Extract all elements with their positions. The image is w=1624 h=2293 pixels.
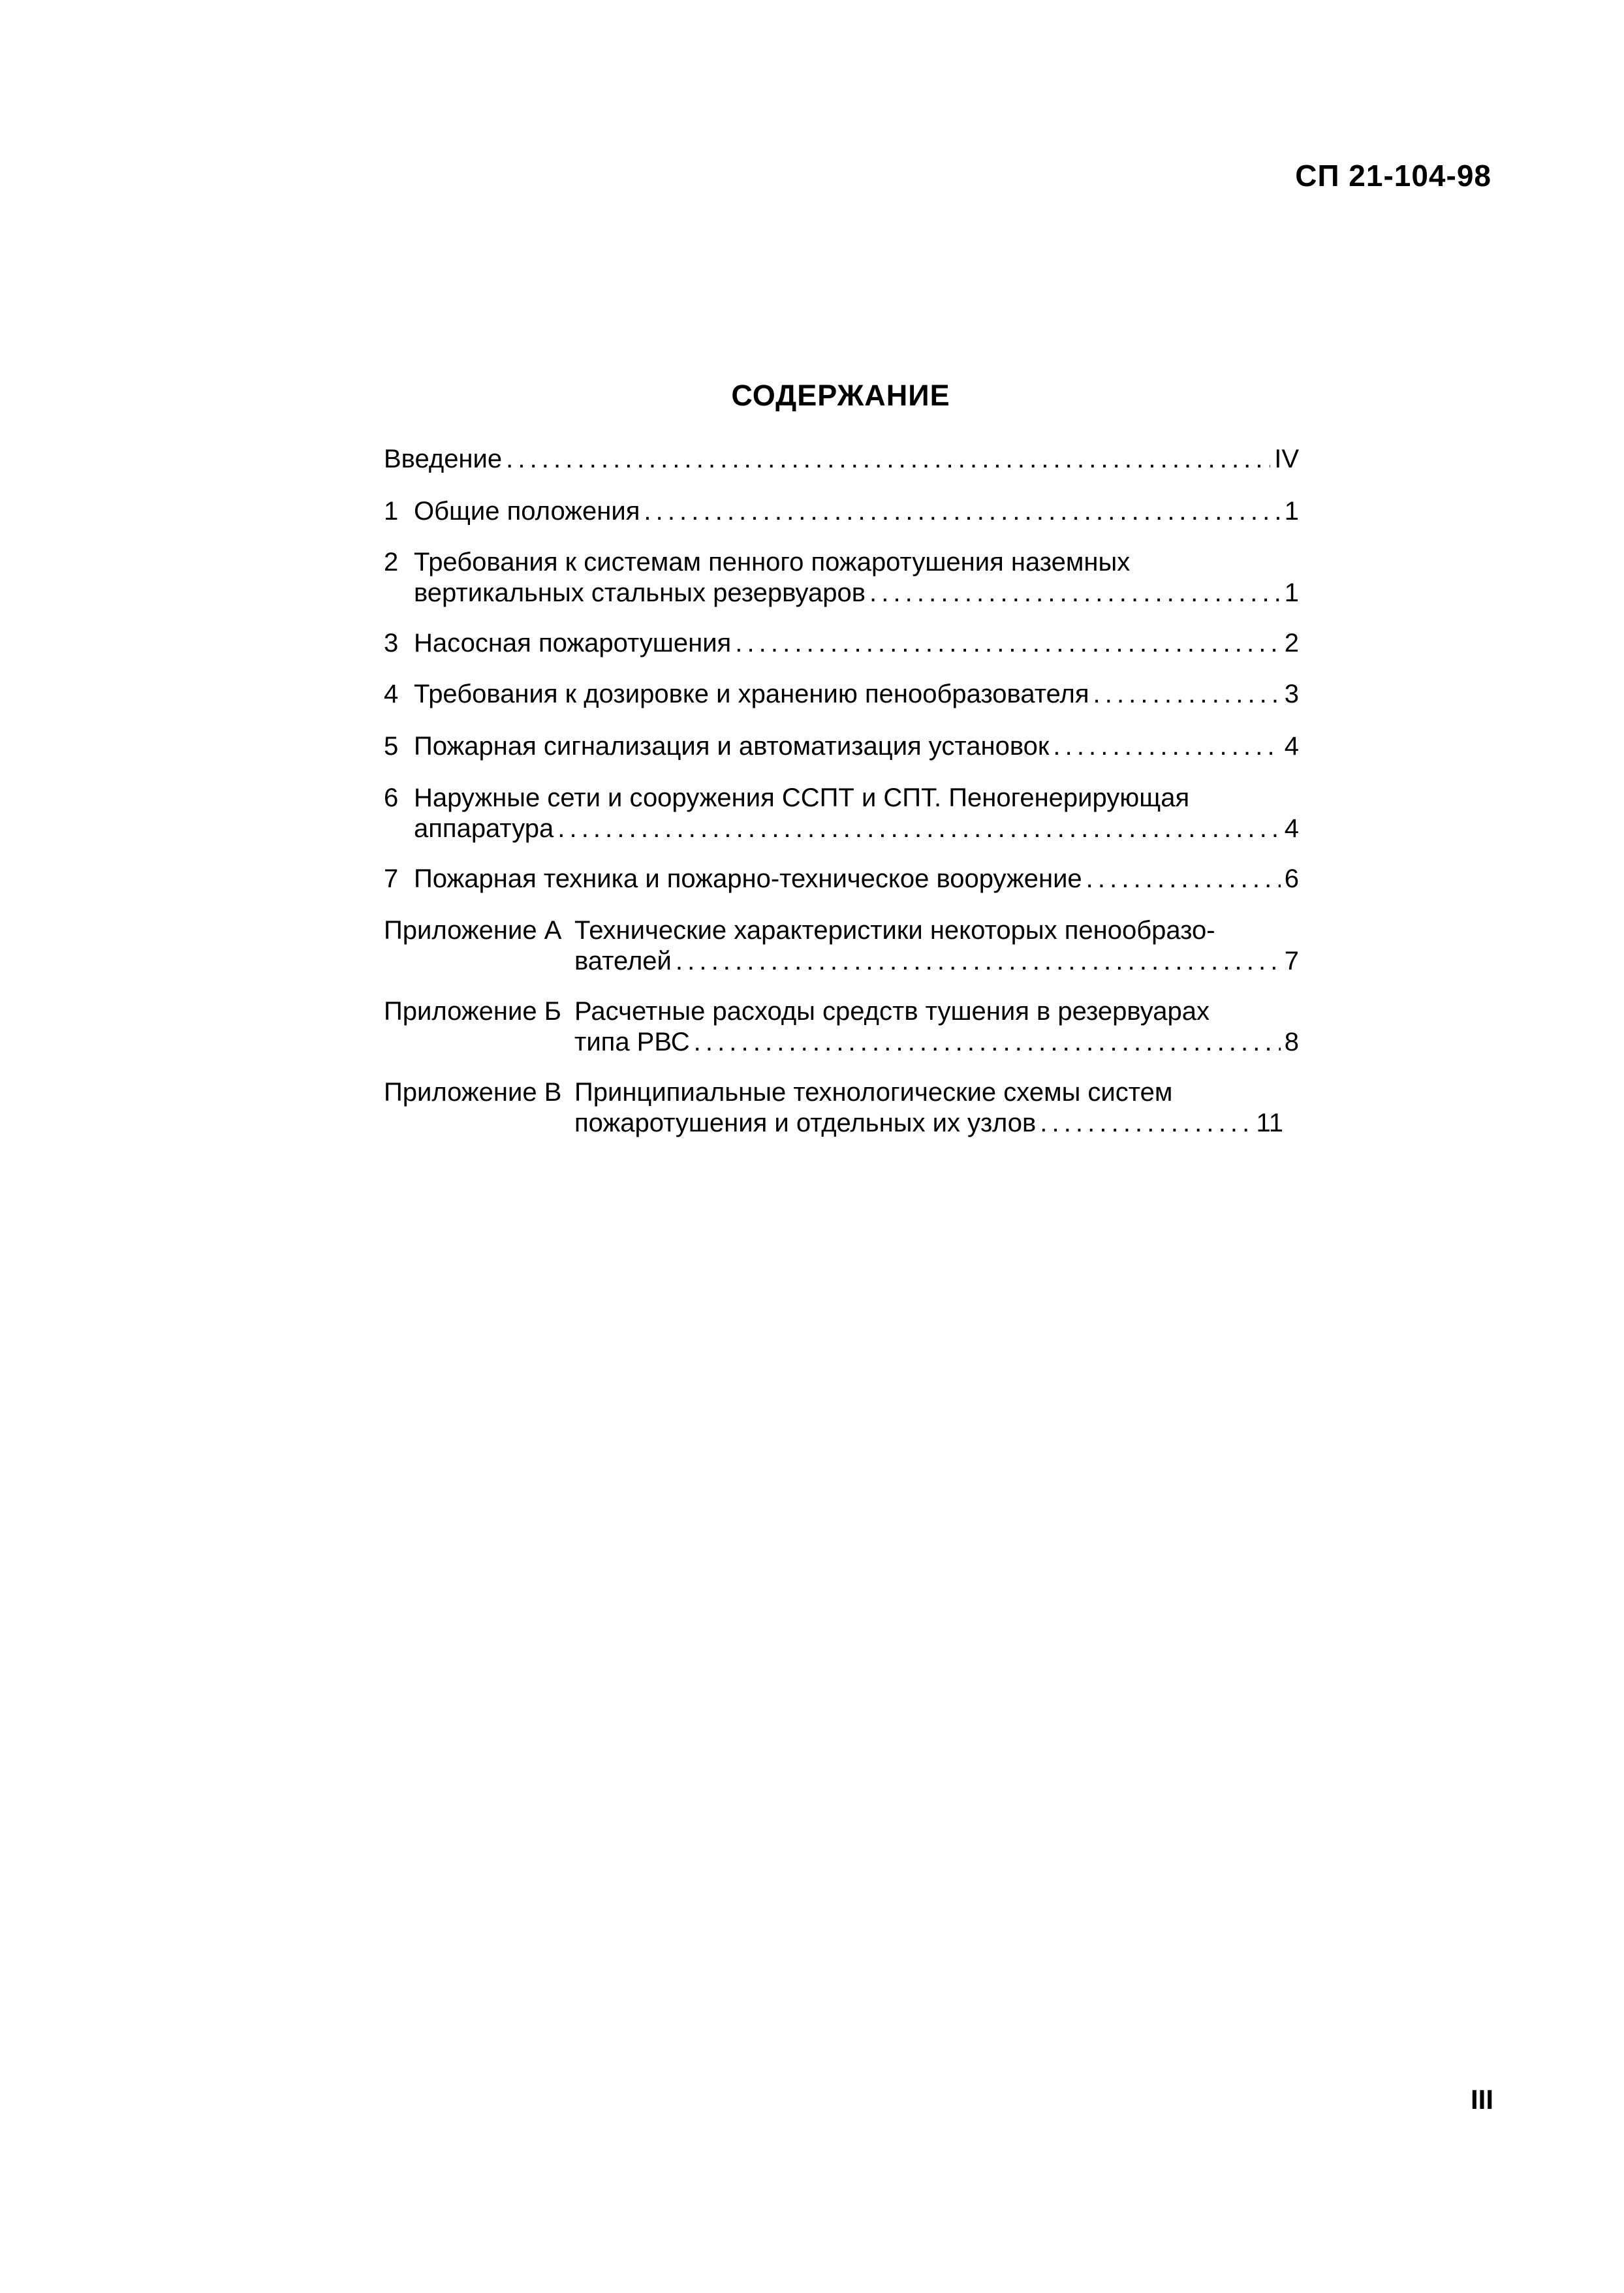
toc-entry-title-line1: Расчетные расходы средств тушения в резервуарах <box>574 997 1210 1026</box>
table-of-contents <box>384 444 1299 1137</box>
toc-entry-number: 6 <box>384 783 399 812</box>
dot-leader <box>506 444 1270 475</box>
page-number: III <box>1470 2084 1493 2115</box>
dot-leader <box>1053 731 1280 762</box>
dot-leader <box>735 628 1281 659</box>
toc-entry-title-line2: вертикальных стальных резервуаров <box>414 578 866 607</box>
dot-leader <box>1093 679 1281 710</box>
toc-entry-page: 4 <box>1284 732 1299 761</box>
dot-leader <box>676 946 1281 977</box>
toc-entry-page: 6 <box>1284 864 1299 893</box>
toc-entry-section-2[interactable] <box>384 547 1299 609</box>
toc-entry-title: Требования к дозировке и хранению пенообразователя <box>414 680 1089 708</box>
toc-entry-title-line2: пожаротушения и отдельных их узлов <box>574 1109 1037 1137</box>
toc-entry-introduction[interactable] <box>384 444 1299 475</box>
toc-entry-number: 5 <box>384 732 399 761</box>
toc-entry-number: 1 <box>384 497 399 526</box>
toc-entry-title-line1: Наружные сети и сооружения ССПТ и СПТ. Пеногенерирующая <box>414 783 1190 812</box>
toc-entry-appendix-a[interactable] <box>384 915 1299 977</box>
toc-entry-prefix: Приложение В <box>384 1078 562 1107</box>
toc-entry-title-line1: Требования к системам пенного пожаротушения наземных <box>414 548 1131 577</box>
toc-entry-section-7[interactable] <box>384 864 1299 894</box>
toc-entry-page: 7 <box>1284 947 1299 975</box>
dot-leader <box>1040 1108 1252 1139</box>
toc-entry-number: 3 <box>384 629 399 657</box>
toc-entry-title: Общие положения <box>414 497 640 526</box>
toc-entry-section-6[interactable] <box>384 783 1299 844</box>
toc-entry-section-3[interactable] <box>384 628 1299 659</box>
toc-entry-title: Насосная пожаротушения <box>414 629 732 657</box>
toc-entry-prefix: Приложение Б <box>384 997 561 1026</box>
toc-title: СОДЕРЖАНИЕ <box>731 379 950 412</box>
toc-entry-appendix-b[interactable] <box>384 996 1299 1058</box>
toc-entry-title: Пожарная техника и пожарно-техническое вооружение <box>414 864 1082 893</box>
toc-entry-page: 8 <box>1284 1028 1299 1056</box>
dot-leader <box>557 814 1281 844</box>
dot-leader <box>1086 864 1281 894</box>
toc-entry-title-line2: типа РВС <box>574 1028 690 1056</box>
toc-entry-number: 4 <box>384 680 399 708</box>
toc-entry-page: 1 <box>1284 578 1299 607</box>
toc-entry-title-line1: Технические характеристики некоторых пенообразо- <box>574 916 1215 945</box>
toc-entry-page: 11 <box>1256 1109 1283 1137</box>
toc-entry-prefix: Приложение А <box>384 916 562 945</box>
dot-leader <box>694 1027 1281 1058</box>
toc-entry-section-4[interactable] <box>384 679 1299 710</box>
toc-entry-title-line1: Принципиальные технологические схемы систем <box>574 1078 1173 1107</box>
toc-entry-page: 2 <box>1284 629 1299 657</box>
toc-entry-page: IV <box>1274 445 1299 473</box>
toc-entry-title-line2: аппаратура <box>414 814 554 843</box>
toc-entry-title-line2: вателей <box>574 947 672 975</box>
toc-entry-appendix-v[interactable] <box>384 1077 1299 1139</box>
toc-entry-title: Пожарная сигнализация и автоматизация установок <box>414 732 1050 761</box>
document-code: СП 21-104-98 <box>1295 159 1491 193</box>
toc-entry-page: 4 <box>1284 814 1299 843</box>
toc-entry-number: 7 <box>384 864 399 893</box>
dot-leader <box>644 496 1280 527</box>
toc-entry-section-1[interactable] <box>384 496 1299 527</box>
toc-entry-title: Введение <box>384 445 503 473</box>
toc-entry-page: 1 <box>1284 497 1299 526</box>
dot-leader <box>869 578 1281 609</box>
toc-entry-page: 3 <box>1284 680 1299 708</box>
toc-entry-section-5[interactable] <box>384 731 1299 762</box>
toc-entry-number: 2 <box>384 548 399 577</box>
